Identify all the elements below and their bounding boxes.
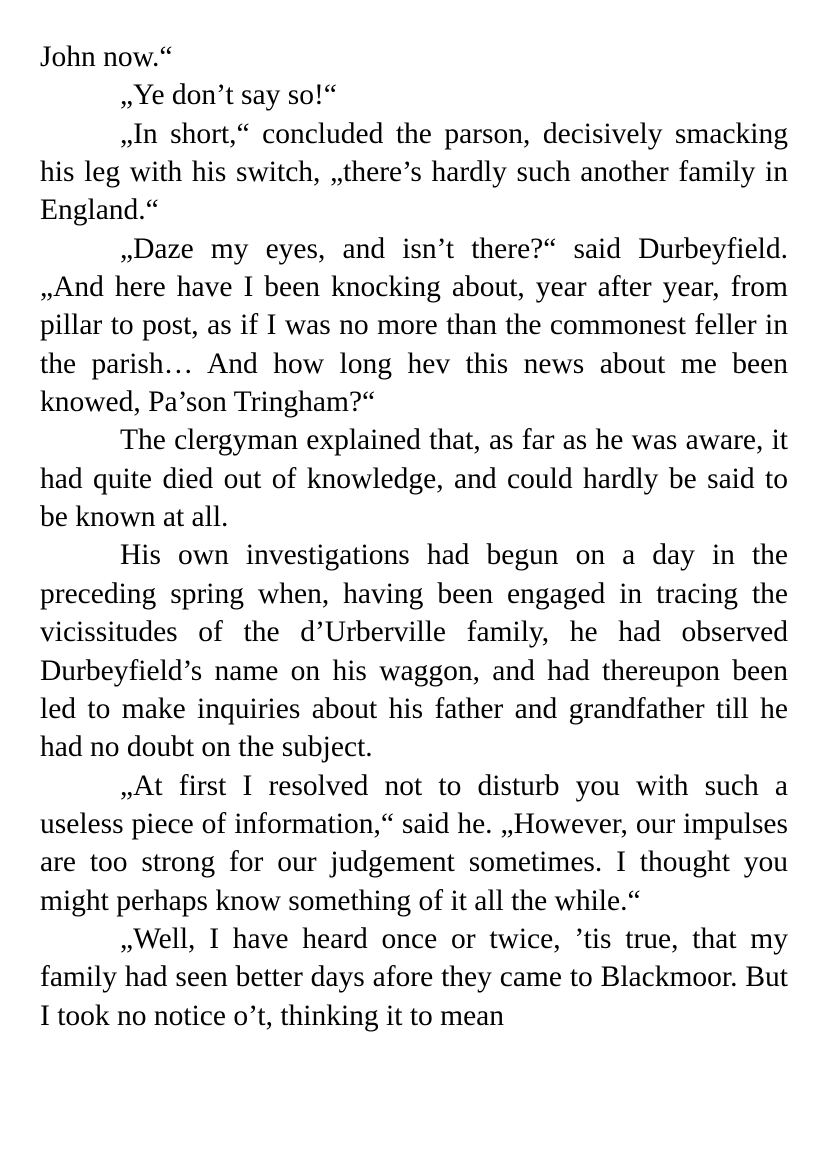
paragraph-clergyman-explained: The clergyman explained that, as far as he was aware, it had quite died out of knowledge, and could hardly be said to be known at all. xyxy=(40,424,788,534)
paragraph-in-short: „In short,“ concluded the parson, decisively smacking his leg with his switch, „there’s hardly such another family in England.“ xyxy=(40,117,788,227)
paragraph-dialogue-ye-dont-say: „Ye don’t say so!“ xyxy=(120,79,337,112)
book-page xyxy=(40,38,788,1035)
paragraph-daze-my-eyes: „Daze my eyes, and isn’t there?“ said Durbeyfield. „And here have I been knocking about, year after year, from pillar to post, as if I was no more than the commonest feller in the parish… And how long hev this news about me been knowed, Pa’son Tringham?“ xyxy=(40,232,788,419)
paragraph-investigations: His own investigations had begun on a day in the preceding spring when, having been engaged in tracing the vicissitudes of the d’Urberville family, he had observed Durbeyfield’s name on his waggon, and had thereupon been led to make inquiries about his father and grandfather till he had no doubt on the subject. xyxy=(40,539,788,764)
paragraph-at-first: „At first I resolved not to disturb you with such a useless piece of information,“ said he. „However, our impulses are too strong for our judgement sometimes. I thought you might perhaps know something of it all the while.“ xyxy=(40,769,788,917)
paragraph-continued: John now.“ xyxy=(40,41,173,73)
paragraph-well-i-have-heard: „Well, I have heard once or twice, ’tis true, that my family had seen better days afore they came to Blackmoor. But I took no notice o’t, thinking it to mean xyxy=(40,922,788,1032)
